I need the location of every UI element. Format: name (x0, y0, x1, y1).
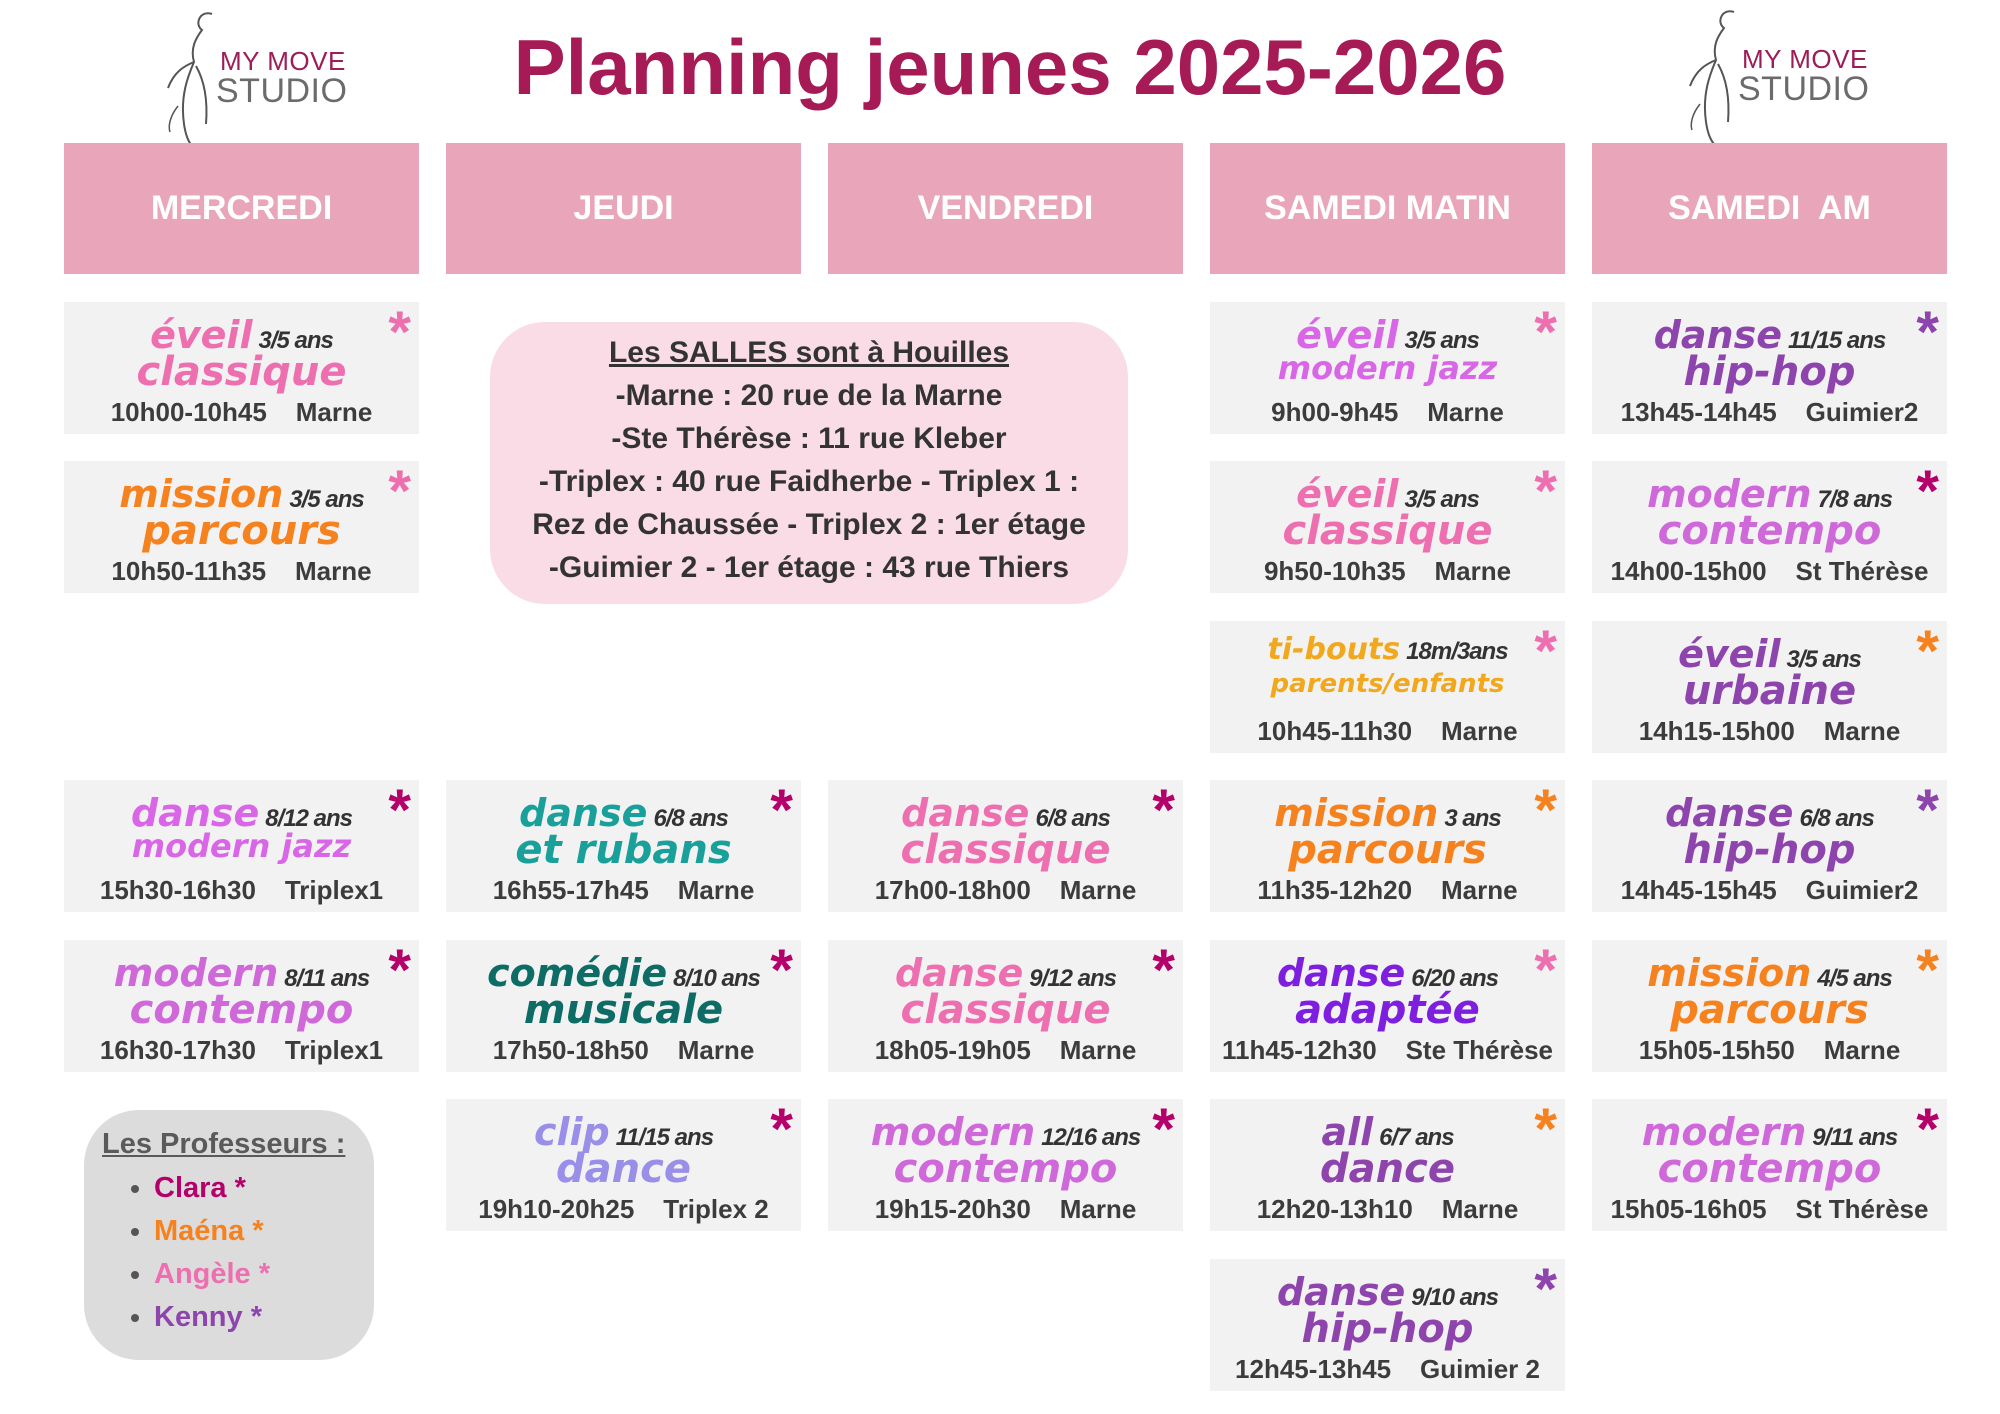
class-title-line2: dance (556, 1146, 691, 1192)
studio-logo-left (150, 6, 370, 136)
class-card (1592, 1099, 1947, 1231)
class-time-room: 10h00-10h45 Marne (110, 397, 373, 427)
class-name: danse (130, 791, 260, 835)
age-range: 6/7 ans (1379, 1124, 1454, 1151)
age-range: 9/11 ans (1812, 1124, 1898, 1151)
class-title-line2: classique (136, 349, 347, 395)
age-range: 8/12 ans (265, 805, 353, 832)
class-time-room: 18h05-19h05 Marne (874, 1035, 1137, 1065)
professeurs-heading: Les Professeurs : (102, 1128, 346, 1160)
class-name: ti-bouts (1267, 632, 1401, 667)
professeur-name: Kenny (154, 1301, 243, 1333)
professeurs-list (102, 1167, 374, 1339)
professeur-item (154, 1253, 374, 1296)
teacher-star-icon: * (1152, 1099, 1175, 1162)
class-time-room: 15h05-15h50 Marne (1638, 1035, 1901, 1065)
studio-logo-right (1672, 4, 1892, 134)
class-name: danse (1665, 791, 1794, 835)
age-range: 11/15 ans (615, 1124, 714, 1151)
age-range: 8/10 ans (673, 965, 760, 992)
day-header-jeudi: JEUDI (446, 143, 801, 274)
class-card (1210, 780, 1565, 912)
class-name: comédie (487, 951, 668, 995)
class-card (1210, 621, 1565, 753)
class-name: éveil (1678, 632, 1781, 676)
class-title-line2: contempo (129, 987, 354, 1033)
class-name: danse (901, 791, 1030, 835)
class-time-room: 9h50-10h35 Marne (1263, 556, 1512, 586)
class-time-room: 11h35-12h20 Marne (1257, 875, 1518, 905)
class-card (1210, 940, 1565, 1072)
class-time-room: 17h50-18h50 Marne (492, 1035, 755, 1065)
class-card (64, 302, 419, 434)
logo-line1: MY MOVE (1742, 44, 1868, 74)
teacher-star-icon: * (388, 780, 411, 843)
class-time-room: 14h00-15h00 St Thérèse (1610, 556, 1929, 586)
logo-line1: MY MOVE (220, 46, 346, 76)
class-time-room: 17h00-18h00 Marne (874, 875, 1137, 905)
salles-heading: Les SALLES sont à Houilles (608, 336, 1010, 369)
age-range: 6/8 ans (1035, 805, 1110, 832)
salles-line: -Triplex : 40 rue Faidherbe - Triplex 1 : (538, 465, 1080, 498)
teacher-star-icon: * (388, 940, 411, 1003)
teacher-star-icon: * (388, 302, 411, 365)
salles-line: -Ste Thérèse : 11 rue Kleber (611, 422, 1007, 455)
class-title-line2: hip-hop (1301, 1306, 1474, 1352)
teacher-star-icon: * (1534, 940, 1557, 1003)
class-card (1592, 621, 1947, 753)
class-card (1210, 1259, 1565, 1391)
class-title-line2: contempo (1657, 508, 1882, 554)
class-title-line1 (1210, 632, 1565, 667)
class-time-room: 11h45-12h30 Ste Thérèse (1222, 1035, 1553, 1065)
class-name: modern (1641, 1110, 1807, 1154)
class-card (828, 940, 1183, 1072)
class-name: mission (119, 472, 284, 516)
teacher-star-icon: * (1916, 461, 1939, 524)
class-card (1210, 1099, 1565, 1231)
age-range: 9/12 ans (1029, 965, 1117, 992)
class-card (1592, 940, 1947, 1072)
class-time-room: 19h15-20h30 Marne (874, 1194, 1137, 1224)
age-range: 3/5 ans (1404, 327, 1479, 354)
professeur-item (154, 1167, 374, 1210)
class-card (1210, 302, 1565, 434)
class-title-line2: hip-hop (1683, 827, 1856, 873)
class-name: danse (519, 791, 648, 835)
professeurs-legend (84, 1110, 374, 1360)
teacher-star-icon: * (1916, 940, 1939, 1003)
professeur-name: Clara (154, 1172, 227, 1204)
teacher-star-icon: * (1534, 461, 1557, 524)
class-card (446, 780, 801, 912)
age-range: 3/5 ans (1786, 646, 1861, 673)
class-time-room: 10h45-11h30 Marne (1257, 716, 1518, 746)
class-time-room: 9h00-9h45 Marne (1271, 397, 1504, 427)
class-title-line2: parcours (1288, 827, 1487, 873)
class-name: modern (870, 1110, 1036, 1154)
professeur-item (154, 1296, 374, 1339)
class-time-room: 12h45-13h45 Guimier 2 (1235, 1354, 1540, 1384)
age-range: 11/15 ans (1787, 327, 1886, 354)
age-range: 9/10 ans (1411, 1284, 1499, 1311)
teacher-star-icon: * (770, 940, 793, 1003)
age-range: 3/5 ans (258, 327, 333, 354)
class-time-room: 14h15-15h00 Marne (1638, 716, 1901, 746)
class-title-line2: musicale (523, 987, 724, 1033)
teacher-star-icon: * (1152, 780, 1175, 843)
class-card (446, 940, 801, 1072)
class-card (1592, 302, 1947, 434)
class-card (64, 940, 419, 1072)
teacher-star-icon: * (1534, 1259, 1557, 1322)
teacher-star-icon: * (1534, 621, 1557, 684)
class-card (828, 780, 1183, 912)
professeur-star: * (244, 1215, 264, 1247)
teacher-star-icon: * (1534, 1099, 1557, 1162)
professeur-star: * (250, 1258, 271, 1290)
class-title-line2: dance (1320, 1146, 1455, 1192)
class-card (446, 1099, 801, 1231)
page-title: Planning jeunes 2025-2026 (513, 23, 1507, 111)
teacher-star-icon: * (1916, 621, 1939, 684)
teacher-star-icon: * (770, 1099, 793, 1162)
day-header-vendredi: VENDREDI (828, 143, 1183, 274)
class-title-line2: et rubans (515, 827, 732, 873)
class-title-line2: modern jazz (131, 827, 352, 865)
salles-line: -Guimier 2 - 1er étage : 43 rue Thiers (548, 551, 1070, 584)
professeur-star: * (226, 1172, 246, 1204)
professeur-name: Angèle (154, 1258, 251, 1290)
class-title-line2: parents/enfants (1270, 669, 1505, 699)
logo-line2: STUDIO (1738, 70, 1870, 108)
class-time-room: 13h45-14h45 Guimier2 (1620, 397, 1919, 427)
day-header-mercredi: MERCREDI (64, 143, 419, 274)
age-range: 6/20 ans (1411, 965, 1499, 992)
class-name: all (1321, 1110, 1374, 1154)
age-range: 3 ans (1444, 805, 1501, 832)
class-name: éveil (1296, 313, 1399, 357)
class-title-line2: parcours (1670, 987, 1869, 1033)
teacher-star-icon: * (1916, 302, 1939, 365)
class-card (1210, 461, 1565, 593)
teacher-star-icon: * (1916, 780, 1939, 843)
age-range: 8/11 ans (284, 965, 370, 992)
professeur-name: Maéna (154, 1215, 245, 1247)
class-name: clip (533, 1110, 610, 1154)
class-time-room: 12h20-13h10 Marne (1256, 1194, 1519, 1224)
class-card (828, 1099, 1183, 1231)
age-range: 3/5 ans (1404, 486, 1479, 513)
teacher-star-icon: * (1916, 1099, 1939, 1162)
age-range: 18m/3ans (1406, 638, 1508, 665)
class-title-line2: classique (900, 987, 1111, 1033)
class-time-room: 16h55-17h45 Marne (492, 875, 755, 905)
class-card (1592, 780, 1947, 912)
age-range: 4/5 ans (1817, 965, 1892, 992)
class-card (1592, 461, 1947, 593)
class-title-line2: classique (900, 827, 1111, 873)
class-name: danse (1276, 951, 1406, 995)
class-name: mission (1274, 791, 1439, 835)
professeur-star: * (242, 1301, 262, 1333)
class-title-line2: contempo (893, 1146, 1118, 1192)
salles-line: Rez de Chaussée - Triplex 2 : 1er étage (532, 508, 1086, 541)
salles-info-box (490, 322, 1128, 604)
class-name: éveil (150, 313, 253, 357)
class-name: modern (113, 951, 279, 995)
class-title-line2: contempo (1657, 1146, 1882, 1192)
teacher-star-icon: * (770, 780, 793, 843)
age-range: 3/5 ans (289, 486, 364, 513)
class-name: mission (1647, 951, 1812, 995)
professeur-item (154, 1210, 374, 1253)
class-title-line2: parcours (142, 508, 341, 554)
class-time-room: 16h30-17h30 Triplex1 (99, 1035, 384, 1065)
class-title-line2: urbaine (1682, 668, 1857, 714)
class-time-room: 10h50-11h35 Marne (111, 556, 372, 586)
teacher-star-icon: * (1152, 940, 1175, 1003)
age-range: 6/8 ans (1799, 805, 1874, 832)
class-card (64, 780, 419, 912)
class-time-room: 14h45-15h45 Guimier2 (1620, 875, 1919, 905)
class-name: danse (1653, 313, 1782, 357)
class-time-room: 15h05-16h05 St Thérèse (1610, 1194, 1929, 1224)
class-time-room: 19h10-20h25 Triplex 2 (478, 1194, 769, 1224)
teacher-star-icon: * (388, 461, 411, 524)
logo-line2: STUDIO (216, 72, 348, 110)
class-card (64, 461, 419, 593)
day-header-samedi-am: SAMEDI AM (1592, 143, 1947, 274)
teacher-star-icon: * (1534, 302, 1557, 365)
class-time-room: 15h30-16h30 Triplex1 (99, 875, 384, 905)
class-name: danse (1276, 1270, 1406, 1314)
class-name: modern (1647, 472, 1812, 516)
class-title-line2: adaptée (1295, 987, 1480, 1033)
age-range: 12/16 ans (1041, 1124, 1141, 1151)
day-header-samedi-matin: SAMEDI MATIN (1210, 143, 1565, 274)
salles-line: -Marne : 20 rue de la Marne (615, 379, 1003, 412)
class-name: danse (894, 951, 1024, 995)
class-title-line2: classique (1282, 508, 1493, 554)
class-name: éveil (1296, 472, 1399, 516)
teacher-star-icon: * (1534, 780, 1557, 843)
class-title-line2: hip-hop (1683, 349, 1856, 395)
age-range: 6/8 ans (653, 805, 728, 832)
class-title-line2: modern jazz (1277, 349, 1498, 387)
age-range: 7/8 ans (1817, 486, 1892, 513)
